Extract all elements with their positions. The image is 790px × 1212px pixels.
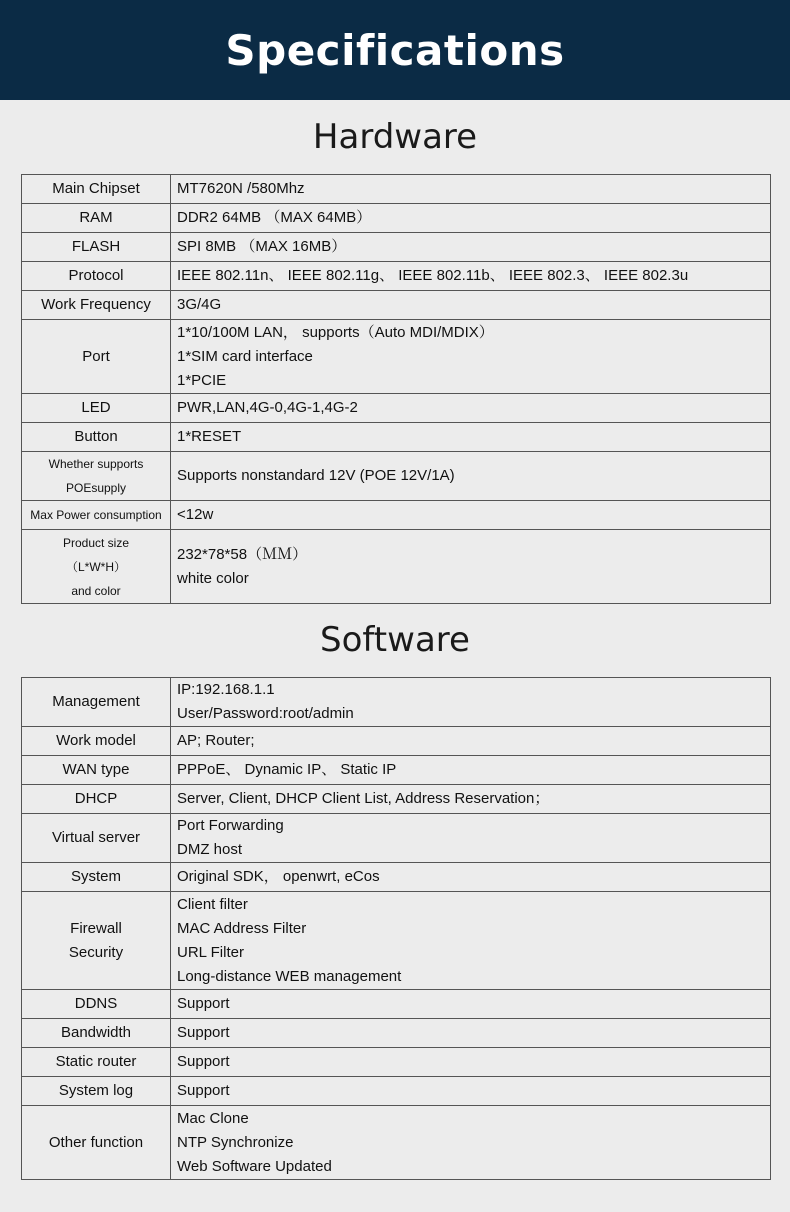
spec-value-line: Port Forwarding (177, 817, 284, 834)
spec-row (22, 1019, 771, 1048)
spec-value-line: IP:192.168.1.1 (177, 681, 275, 698)
sw-label-other-function (22, 1106, 171, 1180)
sw-label-work-model (22, 727, 171, 756)
hw-label-max-power-consumption (22, 501, 171, 530)
spec-row (22, 452, 771, 501)
spec-value-line: MT7620N /580Mhz (177, 180, 305, 197)
hw-value-port (171, 320, 771, 394)
spec-row (22, 501, 771, 530)
spec-row (22, 727, 771, 756)
spec-label-line: Virtual server (51, 829, 141, 846)
software-section-title: Software (320, 620, 470, 660)
spec-row (22, 814, 771, 863)
hw-label-port (22, 320, 171, 394)
spec-label-line: Port (82, 347, 110, 365)
spec-value-line: Server, Client, DHCP Client List, Address Reservation； (177, 790, 550, 807)
hw-label-work-frequency (22, 291, 171, 320)
page-title: Specifications (225, 25, 565, 75)
spec-label-line: LED (81, 399, 111, 416)
spec-row (22, 233, 771, 262)
hw-value-whether-supports-poesupply (171, 452, 771, 501)
spec-label-line: Bandwidth (60, 1024, 132, 1041)
spec-label-line: FLASH (71, 238, 121, 255)
hw-value-button (171, 423, 771, 452)
sw-label-static-router (22, 1048, 171, 1077)
spec-row (22, 320, 771, 394)
hw-value-main-chipset (171, 175, 771, 204)
spec-row (22, 423, 771, 452)
spec-value-line: NTP Synchronize (177, 1133, 294, 1151)
sw-value-system (171, 863, 771, 892)
hw-value-work-frequency (171, 291, 771, 320)
hw-label-product-size-l-w-h-and-color (22, 530, 171, 604)
spec-value-line: PPPoE、 Dynamic IP、 Static IP (177, 761, 397, 778)
spec-row (22, 291, 771, 320)
spec-value-line: Support (177, 1082, 230, 1099)
spec-value-line: AP; Router; (177, 732, 255, 749)
spec-label-line: System (70, 868, 121, 885)
spec-label-line: DHCP (74, 790, 118, 807)
hw-value-product-size-l-w-h-and-color (171, 530, 771, 604)
spec-value-line: Web Software Updated (177, 1157, 332, 1175)
sw-value-ddns (171, 990, 771, 1019)
spec-label-line: and color (71, 583, 121, 598)
spec-value-line: Long-distance WEB management (177, 967, 402, 985)
spec-label-line: Firewall (70, 919, 122, 937)
hw-label-whether-supports-poesupply (22, 452, 171, 501)
spec-value-line: Support (177, 1053, 230, 1070)
spec-label-line: Button (74, 428, 118, 445)
spec-value-line: 1*SIM card interface (177, 347, 313, 365)
spec-row (22, 990, 771, 1019)
spec-row (22, 394, 771, 423)
specifications-banner (0, 0, 790, 100)
spec-row (22, 262, 771, 291)
spec-label-line: RAM (79, 209, 113, 226)
spec-value-line: MAC Address Filter (177, 919, 307, 937)
spec-value-line: 232*78*58（ＭＭ） (177, 545, 308, 563)
hardware-spec-table (21, 174, 771, 604)
spec-value-line: IEEE 802.11n、 IEEE 802.11g、 IEEE 802.11b、 IEEE 802.3、 IEEE 802.3u (177, 267, 689, 284)
spec-label-line: Main Chipset (52, 180, 140, 197)
spec-value-line: Mac Clone (177, 1109, 249, 1127)
spec-label-line: Whether supports (48, 457, 144, 471)
sw-value-dhcp (171, 785, 771, 814)
sw-value-system-log (171, 1077, 771, 1106)
spec-value-line: 1*10/100M LAN， supports（Auto MDI/MDIX） (177, 323, 494, 341)
spec-value-line: DMZ host (177, 841, 243, 858)
sw-label-management (22, 678, 171, 727)
sw-label-bandwidth (22, 1019, 171, 1048)
sw-label-dhcp (22, 785, 171, 814)
hw-label-button (22, 423, 171, 452)
sw-value-bandwidth (171, 1019, 771, 1048)
spec-row (22, 863, 771, 892)
sw-label-virtual-server (22, 814, 171, 863)
spec-value-line: DDR2 64MB （MAX 64MB） (177, 209, 372, 226)
sw-value-wan-type (171, 756, 771, 785)
spec-label-line: Product size (62, 535, 130, 550)
spec-value-line: 1*RESET (177, 428, 242, 445)
spec-value-line: Support (177, 1024, 230, 1041)
sw-value-virtual-server (171, 814, 771, 863)
hw-value-flash (171, 233, 771, 262)
spec-value-line: SPI 8MB （MAX 16MB） (177, 238, 347, 255)
spec-label-line: System log (58, 1082, 134, 1099)
spec-label-line: DDNS (74, 995, 118, 1012)
spec-label-line: （L*W*H） (65, 559, 126, 574)
spec-label-line: WAN type (62, 761, 130, 778)
spec-label-line: Work model (56, 732, 136, 749)
spec-row (22, 1048, 771, 1077)
hw-label-led (22, 394, 171, 423)
hw-value-ram (171, 204, 771, 233)
spec-value-line: Client filter (177, 895, 248, 913)
hw-label-ram (22, 204, 171, 233)
spec-value-line: Support (177, 995, 230, 1012)
spec-row (22, 1106, 771, 1180)
sw-label-ddns (22, 990, 171, 1019)
spec-value-line: white color (177, 569, 249, 587)
sw-value-work-model (171, 727, 771, 756)
spec-value-line: URL Filter (177, 943, 244, 961)
spec-value-line: User/Password:root/admin (177, 705, 354, 722)
spec-row (22, 530, 771, 604)
spec-value-line: Supports nonstandard 12V (POE 12V/1A) (177, 467, 455, 484)
sw-value-management (171, 678, 771, 727)
sw-value-other-function (171, 1106, 771, 1180)
sw-label-system-log (22, 1077, 171, 1106)
hw-label-main-chipset (22, 175, 171, 204)
hw-value-protocol (171, 262, 771, 291)
spec-row (22, 756, 771, 785)
spec-value-line: 3G/4G (177, 296, 222, 313)
spec-label-line: POEsupply (65, 481, 127, 495)
sw-value-static-router (171, 1048, 771, 1077)
hw-label-protocol (22, 262, 171, 291)
spec-label-line: Max Power consumption (30, 508, 162, 522)
spec-row (22, 892, 771, 990)
spec-label-line: Other function (48, 1133, 144, 1151)
spec-label-line: Management (52, 693, 140, 710)
hw-value-max-power-consumption (171, 501, 771, 530)
spec-row (22, 204, 771, 233)
sw-value-firewall-security (171, 892, 771, 990)
spec-label-line: Security (68, 943, 124, 961)
spec-label-line: Protocol (68, 267, 124, 284)
spec-label-line: Work Frequency (41, 296, 151, 313)
spec-value-line: PWR,LAN,4G-0,4G-1,4G-2 (177, 399, 358, 416)
spec-value-line: 1*PCIE (177, 371, 227, 389)
spec-row (22, 678, 771, 727)
hardware-section-title: Hardware (312, 117, 478, 157)
software-spec-table (21, 677, 771, 1180)
hw-value-led (171, 394, 771, 423)
spec-row (22, 175, 771, 204)
spec-value-line: <12w (177, 506, 214, 523)
spec-value-line: Original SDK， openwrt, eCos (177, 868, 380, 885)
sw-label-wan-type (22, 756, 171, 785)
spec-label-line: Static router (55, 1053, 137, 1070)
hw-label-flash (22, 233, 171, 262)
sw-label-firewall-security (22, 892, 171, 990)
spec-row (22, 1077, 771, 1106)
spec-row (22, 785, 771, 814)
sw-label-system (22, 863, 171, 892)
